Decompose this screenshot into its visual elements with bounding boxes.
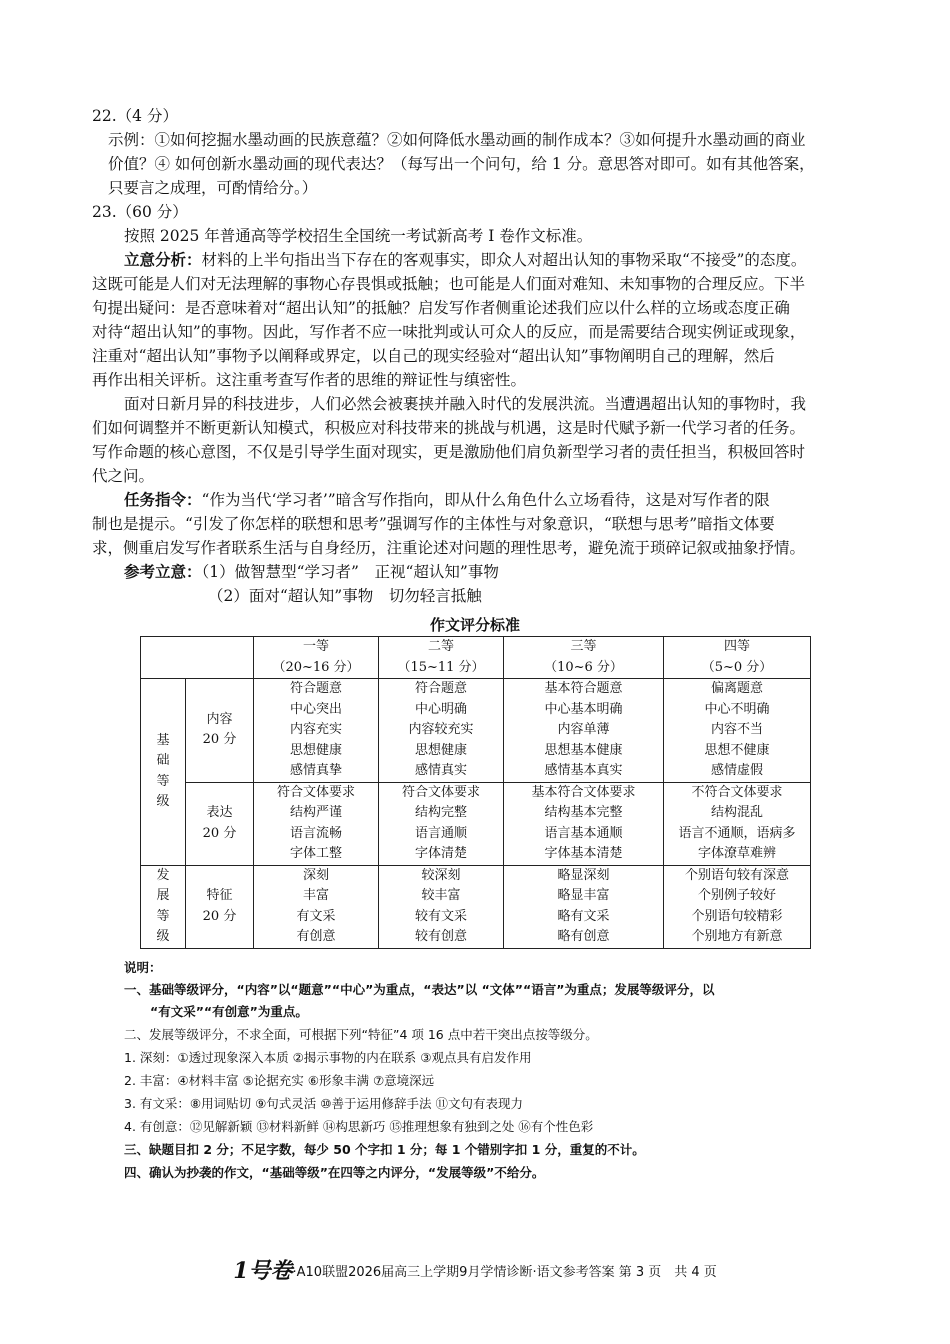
header-grade-2: 二等 （15~11 分） <box>379 637 504 679</box>
q22-line-2: 价值？④ 如何创新水墨动画的现代表达？（每写出一个问句，给 1 分。意思答对即可。如有其他答案， <box>108 155 815 173</box>
expression-grade-2: 符合文体要求 结构完整 语言通顺 字体清楚 <box>379 782 504 865</box>
header-grade-3: 三等 （10~6 分） <box>504 637 664 679</box>
q22-line-1: 示例：①如何挖掘水墨动画的民族意蕴？②如何降低水墨动画的制作成本？③如何提升水墨动画的商业 <box>108 131 806 149</box>
content-label: 内容 20 分 <box>186 679 254 783</box>
note-line-5: 2. 丰富：④材料丰富 ⑤论据充实 ⑥形象丰满 ⑦意境深远 <box>124 1073 435 1088</box>
task-line-3: 求，侧重启发写作者联系生活与自身经历，注重论述对问题的理性思考，避免流于琐碎记叙或抽象抒情。 <box>92 539 806 557</box>
note-line-6: 3. 有文采：⑧用词贴切 ⑨句式灵活 ⑩善于运用修辞手法 ⑪文句有表现力 <box>124 1096 523 1111</box>
ref-line-2: （2）面对“超认知”事物 切勿轻言抵触 <box>208 587 482 605</box>
grading-table <box>140 636 811 949</box>
feature-grade-2: 较深刻 较丰富 较有文采 较有创意 <box>379 865 504 948</box>
para2-line-2: 们如何调整并不断更新认知模式，积极应对科技带来的挑战与机遇，这是时代赋予新一代学习者的任务。 <box>92 419 806 437</box>
expression-grade-4: 不符合文体要求 结构混乱 语言不通顺，语病多 字体潦草难辨 <box>664 782 811 865</box>
task-label: 任务指令： <box>124 490 202 509</box>
q23-heading: 23.（60 分） <box>92 203 188 221</box>
analysis-line-5: 注重对“超出认知”事物予以阐释或界定，以自己的现实经验对“超出认知”事物阐明自己的理解，然后 <box>92 347 775 365</box>
analysis-line-2: 这既可能是人们对无法理解的事物心存畏惧或抵触；也可能是人们面对难知、未知事物的合理反应。下半 <box>92 275 806 293</box>
para2-line-4: 代之问。 <box>92 467 155 485</box>
expression-label: 表达 20 分 <box>186 782 254 865</box>
analysis-line-3: 句提出疑问：是否意味着对“超出认知”的抵触？启发写作者侧重论述我们应以什么样的立场或态度正确 <box>92 299 790 317</box>
header-blank <box>141 637 254 679</box>
para2-line-3: 写作命题的核心意图，不仅是引导学生面对现实，更是激励他们肩负新型学习者的责任担当，积极回答时 <box>92 443 806 461</box>
content-grade-2: 符合题意 中心明确 内容较充实 思想健康 感情真实 <box>379 679 504 783</box>
task-line-1: 任务指令：“作为当代‘学习者’”暗含写作指向，即从什么角色什么立场看待，这是对写作者的限 <box>124 490 770 509</box>
feature-label: 特征 20 分 <box>186 865 254 948</box>
footer-text: ·A10联盟2026届高三上学期9月学情诊断·语文参考答案 第 3 页 共 4 页 <box>292 1265 717 1280</box>
q23-standard: 按照 2025 年普通高等学校招生全国统一考试新高考 I 卷作文标准。 <box>124 227 593 245</box>
note-line-9: 四、确认为抄袭的作文，“基础等级”在四等之内评分，“发展等级”不给分。 <box>124 1165 545 1180</box>
note-line-3: 二、发展等级评分，不求全面，可根据下列“特征”4 项 16 点中若干突出点按等级分。 <box>124 1027 598 1042</box>
basic-level-label: 基 础 等 级 <box>141 679 186 866</box>
dev-level-label: 发 展 等 级 <box>141 865 186 948</box>
expression-row <box>141 782 811 865</box>
content-row <box>141 679 811 783</box>
expression-grade-1: 符合文体要求 结构严谨 语言流畅 字体工整 <box>254 782 379 865</box>
note-line-2: “有文采”“有创意”为重点。 <box>150 1004 308 1019</box>
header-grade-1: 一等 （20~16 分） <box>254 637 379 679</box>
note-line-1: 一、基础等级评分，“内容”以“题意”“中心”为重点，“表达”以 “文体”“语言”为重点；发展等级评分，以 <box>124 982 715 997</box>
analysis-line-4: 对待“超出认知”的事物。因此，写作者不应一味批判或认可众人的反应，而是需要结合现实例证或现象， <box>92 323 806 341</box>
note-line-8: 三、缺题目扣 2 分；不足字数，每少 50 个字扣 1 分；每 1 个错别字扣 1 分，重复的不计。 <box>124 1142 645 1157</box>
feature-grade-4: 个别语句较有深意 个别例子较好 个别语句较精彩 个别地方有新意 <box>664 865 811 948</box>
ref-label: 参考立意： <box>124 562 202 581</box>
analysis-line-1: 立意分析：材料的上半句指出当下存在的客观事实，即众人对超出认知的事物采取“不接受”的态度。 <box>124 250 807 269</box>
header-row <box>141 637 811 679</box>
analysis-label: 立意分析： <box>124 250 202 269</box>
content-grade-3: 基本符合题意 中心基本明确 内容单薄 思想基本健康 感情基本真实 <box>504 679 664 783</box>
table-title: 作文评分标准 <box>429 616 520 634</box>
content-grade-1: 符合题意 中心突出 内容充实 思想健康 感情真挚 <box>254 679 379 783</box>
q22-line-3: 只要言之成理，可酌情给分。） <box>108 179 318 197</box>
q22-heading: 22.（4 分） <box>92 107 178 125</box>
para2-line-1: 面对日新月异的科技进步，人们必然会被裹挟并融入时代的发展洪流。当遭遇超出认知的事物时，我 <box>124 395 807 413</box>
notes-title: 说明： <box>124 960 162 975</box>
feature-grade-1: 深刻 丰富 有文采 有创意 <box>254 865 379 948</box>
page-footer <box>0 1254 950 1285</box>
feature-grade-3: 略显深刻 略显丰富 略有文采 略有创意 <box>504 865 664 948</box>
note-line-4: 1. 深刻：①透过现象深入本质 ②揭示事物的内在联系 ③观点具有启发作用 <box>124 1050 532 1065</box>
analysis-line-6: 再作出相关评析。这注重考查写作者的思维的辩证性与缜密性。 <box>92 371 527 389</box>
ref-line-1: 参考立意：（1）做智慧型“学习者” 正视“超认知”事物 <box>124 562 499 581</box>
note-line-7: 4. 有创意：⑫见解新颖 ⑬材料新鲜 ⑭构思新巧 ⑮推理想象有独到之处 ⑯有个性色彩 <box>124 1119 594 1134</box>
expression-grade-3: 基本符合文体要求 结构基本完整 语言基本通顺 字体基本清楚 <box>504 782 664 865</box>
feature-row <box>141 865 811 948</box>
content-grade-4: 偏离题意 中心不明确 内容不当 思想不健康 感情虚假 <box>664 679 811 783</box>
brand-logo: 1号卷 <box>233 1258 293 1284</box>
task-line-2: 制也是提示。“引发了你怎样的联想和思考”强调写作的主体性与对象意识，“联想与思考”暗指文体要 <box>92 515 775 533</box>
header-grade-4: 四等 （5~0 分） <box>664 637 811 679</box>
